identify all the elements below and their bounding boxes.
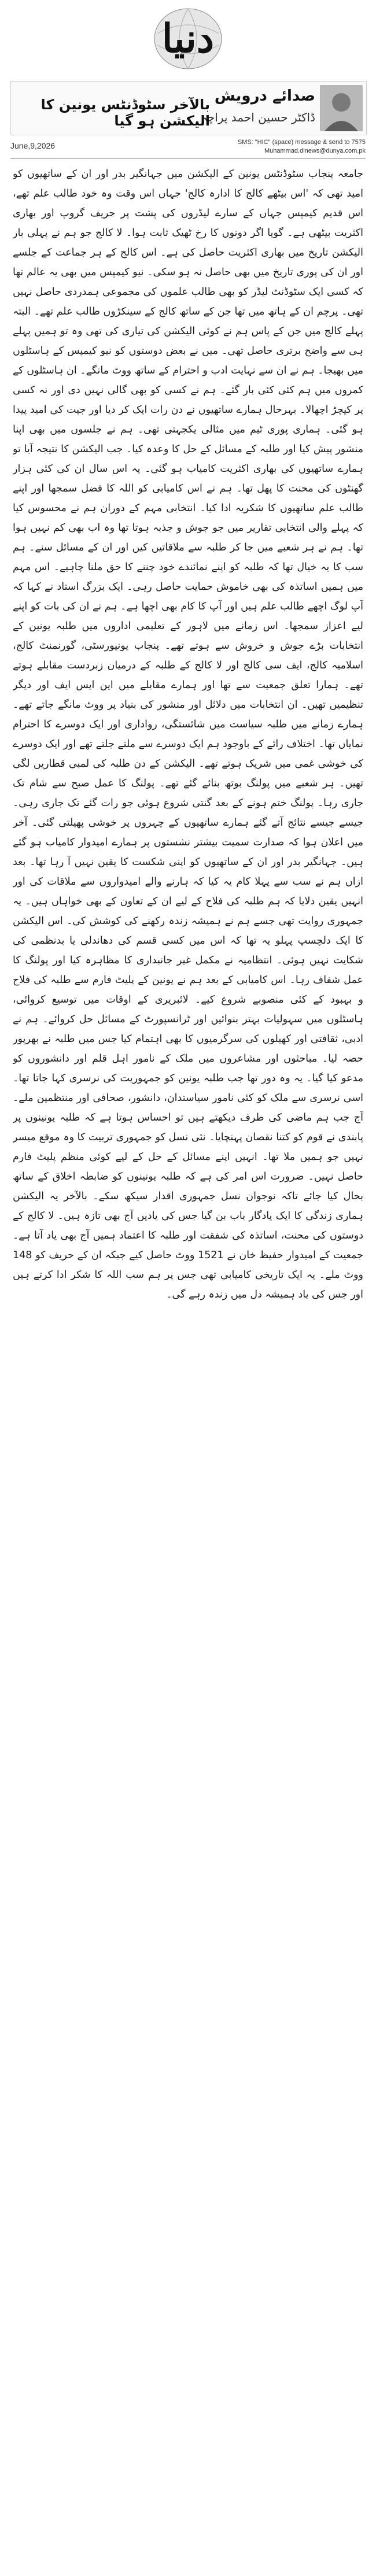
publish-date: June,9,2026: [10, 141, 56, 150]
dunya-logo: [145, 5, 231, 73]
sms-instruction: SMS: "HIC" (space) message & send to 7575: [237, 139, 366, 146]
author-name: ڈاکٹر حسین احمد پراچہ: [201, 110, 315, 124]
logo-wordmark: دنیا: [161, 16, 215, 62]
meta-strip: [10, 139, 366, 156]
author-portrait-icon: [320, 85, 363, 131]
author-email: Muhammad.dinews@dunya.com.pk: [264, 147, 366, 154]
article-body: [13, 164, 363, 2564]
author-photo: [320, 85, 363, 131]
article-title: بالآخر سٹوڈنٹس یونین کا الیکشن ہو گیا: [40, 97, 210, 129]
divider: [10, 158, 366, 159]
article-paragraph: جامعہ پنجاب سٹوڈنٹس یونین کے الیکشن میں جہانگیر بدر اور ان کے ساتھیوں کو امید تھی کہ 'اس بیٹھے کالج کا ادارہ کالج' جہاں اس وقت وہ خود طالب علم تھے، اس قدیم کیمپس جہاں کے سارے لیڈروں کی پشت پر حریف گروپ اور بھاری اکثریت بیٹھی ہے۔ گویا اگر دونوں کا رخ ٹھیک ثابت ہوا۔ لا کالج جو ہم نے پہلی بار الیکشن تاریخ میں بھاری اکثریت حاصل کی ہے۔ اس کالج کے ہر جماعت کے جلسے اور ان کی پوری تاریخ میں بھی حاصل نہ ہو سکی۔ نیو کیمپس میں بھی یہ عالم تھا کہ کسی ایک سٹوڈنٹ لیڈر کو بھی طالب علموں کی مجموعی ہمدردی حاصل نہیں تھی۔ پرچم ان کے ہاتھ میں تھا جن کے ساتھ کالج کے سینکڑوں طالب علم تھے۔ البتہ پہلے کالج میں جن کے پاس ہم نے کوئی الیکشن کی تیاری کی تھی وہ تو ہمیں پہلے ہی سے واضح برتری حاصل تھی۔ میں نے بعض دوستوں کو نیو کیمپس کے ہاسٹلوں میں بھیجا۔ ہم نے ان سے نہایت ادب و احترام کے ساتھ ووٹ مانگے۔ ان ہاسٹلوں کے کمروں میں ہم کئی کئی بار گئے۔ ہم نے کسی کو بھی گالی نہیں دی اور نہ کسی پر کیچڑ اچھالا۔ بہرحال ہمارے ساتھیوں نے دن رات ایک کر دیا اور جیت کی امید پیدا ہو گئی۔ ہماری پوری ٹیم میں مثالی یکجہتی تھی۔ ہم نے جلسوں میں بھی اپنا منشور پیش کیا اور طلبہ کے مسائل کے حل کا وعدہ کیا۔ جب الیکشن کا نتیجہ آیا تو ہمارے ساتھیوں کی بھاری اکثریت کامیاب ہو گئی۔ یہ اس سال ان کی کئی ہزار گھنٹوں کی محنت کا پھل تھا۔ ہم نے اس کامیابی کو اللہ کا فضل سمجھا اور اپنے طالب علم ساتھیوں کا شکریہ ادا کیا۔ انتخابی مہم کے دوران ہم نے محسوس کیا کہ پہلے والی انتخابی تقاریر میں جو جوش و جذبہ ہوتا تھا وہ اب بھی کم نہیں ہوا تھا۔ ہم نے ہر شعبے میں جا کر طلبہ سے ملاقاتیں کیں اور ان کے مسائل سنے۔ ہم سب کا یہ خیال تھا کہ طلبہ کو اپنے نمائندے خود چننے کا حق ملنا چاہیے۔ اس مہم میں ہمیں اساتذہ کی بھی خاموش حمایت حاصل رہی۔ ایک بزرگ استاد نے کہا کہ آپ لوگ اچھے طالب علم ہیں اور آپ کا کام بھی اچھا ہے۔ ہم نے ان کی بات کو اپنے لیے اعزاز سمجھا۔ اس زمانے میں لاہور کے تعلیمی اداروں میں طلبہ یونین کے انتخابات بڑے جوش و خروش سے ہوتے تھے۔ پنجاب یونیورسٹی، گورنمنٹ کالج، اسلامیہ کالج، ایف سی کالج اور لا کالج کے طلبہ کے درمیان زبردست مقابلے ہوتے تھے۔ ہمارا تعلق جمعیت سے تھا اور ہمارے مقابلے میں این ایس ایف اور دیگر تنظیمیں تھیں۔ ان انتخابات میں دلائل اور منشور کی بنیاد پر ووٹ مانگے جاتے تھے۔ ہمارے زمانے میں طلبہ سیاست میں شائستگی، رواداری اور ایک دوسرے کا احترام نمایاں تھا۔ اختلاف رائے کے باوجود ہم ایک دوسرے سے ملتے جلتے تھے اور ایک دوسرے کی خوشی غمی میں شریک ہوتے تھے۔ الیکشن کے دن طلبہ کی لمبی قطاریں لگی تھیں۔ ہر شعبے میں پولنگ بوتھ بنائے گئے تھے۔ پولنگ کا عمل صبح سے شام تک جاری رہا۔ پولنگ ختم ہونے کے بعد گنتی شروع ہوئی جو رات گئے تک جاری رہی۔ جیسے جیسے نتائج آتے گئے ہمارے ساتھیوں کے چہروں پر خوشی پھیلتی گئی۔ آخر میں اعلان ہوا کہ صدارت سمیت بیشتر نشستوں پر ہمارے امیدوار کامیاب ہو گئے ہیں۔ جہانگیر بدر اور ان کے ساتھیوں کو اپنی شکست کا یقین نہیں آ رہا تھا۔ بعد ازاں ہم نے سب سے پہلا کام یہ کیا کہ ہارنے والے امیدواروں سے ملاقات کی اور انہیں یقین دلایا کہ ہم طلبہ کی فلاح کے لیے ان کے تعاون کے بھی خواہاں ہیں۔ یہ جمہوری روایت تھی جسے ہم نے ہمیشہ زندہ رکھنے کی کوشش کی۔ اس الیکشن کا ایک دلچسپ پہلو یہ تھا کہ اس میں کسی قسم کی دھاندلی یا بدنظمی کی شکایت نہیں ہوئی۔ انتظامیہ نے مکمل غیر جانبداری کا مظاہرہ کیا اور پولنگ کا عمل شفاف رہا۔ اس کامیابی کے بعد ہم نے یونین کے پلیٹ فارم سے طلبہ کی فلاح و بہبود کے کئی منصوبے شروع کیے۔ لائبریری کے اوقات میں توسیع کروائی، ہاسٹلوں میں سہولیات بہتر بنوائیں اور ٹرانسپورٹ کے مسائل حل کروائے۔ ہم نے ادبی، ثقافتی اور کھیلوں کی سرگرمیوں کا بھی اہتمام کیا جس میں طلبہ نے بھرپور حصہ لیا۔ مباحثوں اور مشاعروں میں ملک کے نامور اہل قلم اور دانشوروں کو مدعو کیا گیا۔ یہ وہ دور تھا جب طلبہ یونین کو جمہوریت کی نرسری کہا جاتا تھا۔ اسی نرسری سے ملک کو کئی نامور سیاستدان، دانشور، صحافی اور منتظمین ملے۔ آج جب ہم ماضی کی طرف دیکھتے ہیں تو احساس ہوتا ہے کہ طلبہ یونینوں پر پابندی نے قوم کو کتنا نقصان پہنچایا۔ نئی نسل کو جمہوری تربیت کا وہ موقع میسر نہیں جو ہمیں ملا تھا۔ انہیں اپنے مسائل کے حل کے لیے کوئی منظم پلیٹ فارم حاصل نہیں۔ ضرورت اس امر کی ہے کہ طلبہ یونینوں کو ضابطہ اخلاق کے ساتھ بحال کیا جائے تاکہ نوجوان نسل جمہوری اقدار سیکھ سکے۔ بالآخر یہ الیکشن ہماری زندگی کا ایک یادگار باب بن گیا جس کی یادیں آج بھی تازہ ہیں۔ لا کالج کے دوستوں کی محنت، اساتذہ کی شفقت اور طلبہ کا اعتماد ہمیں آج بھی یاد آتا ہے۔ جمعیت کے امیدوار حفیظ خان نے 1521 ووٹ حاصل کیے جبکہ ان کے حریف کو 148 ووٹ ملے۔ یہ ایک تاریخی کامیابی تھی جس پر ہم سب اللہ کا شکر ادا کرتے ہیں اور جس کی یاد ہمیشہ دل میں زندہ رہے گی۔: [13, 168, 363, 1300]
column-banner: [10, 81, 367, 135]
column-name: صدائے درویش: [214, 87, 315, 105]
